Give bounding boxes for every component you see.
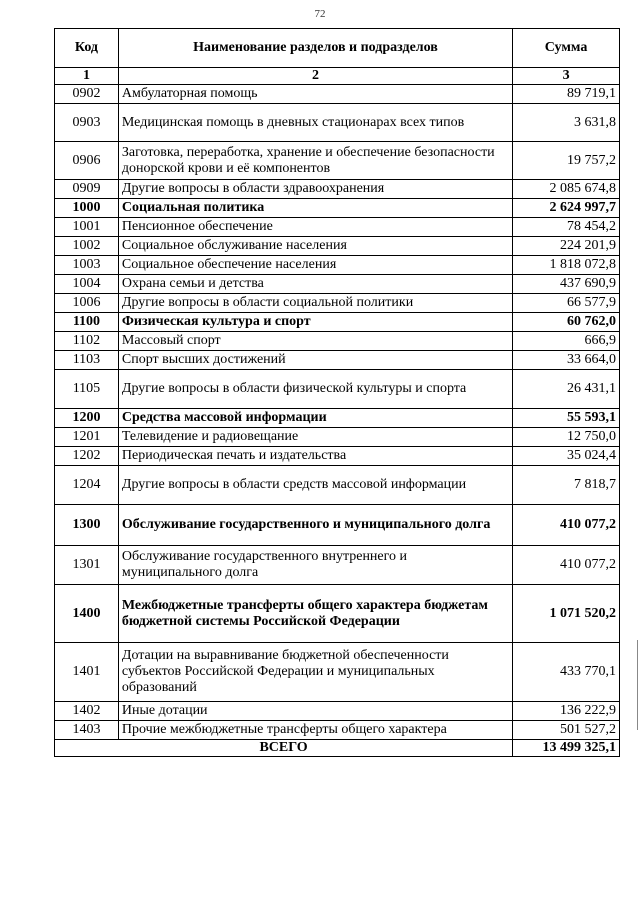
column-number-3: 3 <box>513 68 620 85</box>
row-code: 1200 <box>55 409 119 428</box>
row-code: 1202 <box>55 447 119 466</box>
row-name: Дотации на выравнивание бюджетной обеспеченности субъектов Российской Федерации и муниципальных образований <box>118 643 512 702</box>
row-sum: 433 770,1 <box>513 643 620 702</box>
header-sum: Сумма <box>513 29 620 68</box>
row-code: 0903 <box>55 104 119 142</box>
row-name: Пенсионное обеспечение <box>118 218 512 237</box>
table-row <box>55 585 620 643</box>
row-name: Социальное обслуживание населения <box>118 237 512 256</box>
row-sum: 136 222,9 <box>513 702 620 721</box>
table-row <box>55 104 620 142</box>
header-code: Код <box>55 29 119 68</box>
row-sum: 1 071 520,2 <box>513 585 620 643</box>
table-row <box>55 294 620 313</box>
row-sum: 26 431,1 <box>513 370 620 409</box>
row-name: Межбюджетные трансферты общего характера бюджетам бюджетной системы Российской Федерации <box>118 585 512 643</box>
table-row <box>55 275 620 294</box>
table-row <box>55 505 620 546</box>
row-code: 1400 <box>55 585 119 643</box>
table-row <box>55 447 620 466</box>
row-name: Спорт высших достижений <box>118 351 512 370</box>
row-code: 1402 <box>55 702 119 721</box>
row-sum: 666,9 <box>513 332 620 351</box>
row-sum: 35 024,4 <box>513 447 620 466</box>
table-row <box>55 643 620 702</box>
row-name: Иные дотации <box>118 702 512 721</box>
row-code: 0909 <box>55 180 119 199</box>
row-sum: 410 077,2 <box>513 505 620 546</box>
budget-table <box>54 28 620 757</box>
row-code: 1301 <box>55 546 119 585</box>
column-number-row <box>55 68 620 85</box>
row-code: 1001 <box>55 218 119 237</box>
header-name: Наименование разделов и подразделов <box>118 29 512 68</box>
table-row <box>55 256 620 275</box>
row-code: 1103 <box>55 351 119 370</box>
row-code: 1102 <box>55 332 119 351</box>
table-row <box>55 428 620 447</box>
table-row <box>55 721 620 740</box>
table-row <box>55 199 620 218</box>
row-code: 1401 <box>55 643 119 702</box>
row-sum: 224 201,9 <box>513 237 620 256</box>
row-sum: 1 818 072,8 <box>513 256 620 275</box>
row-sum: 410 077,2 <box>513 546 620 585</box>
row-sum: 78 454,2 <box>513 218 620 237</box>
row-code: 1105 <box>55 370 119 409</box>
row-name: Средства массовой информации <box>118 409 512 428</box>
row-name: Физическая культура и спорт <box>118 313 512 332</box>
table-row <box>55 313 620 332</box>
page-number: 72 <box>314 8 326 20</box>
table-row <box>55 702 620 721</box>
row-name: Социальное обеспечение населения <box>118 256 512 275</box>
row-name: Другие вопросы в области физической культуры и спорта <box>118 370 512 409</box>
table-row <box>55 332 620 351</box>
row-sum: 60 762,0 <box>513 313 620 332</box>
row-code: 1004 <box>55 275 119 294</box>
table-row <box>55 142 620 180</box>
total-row <box>55 740 620 757</box>
table-row <box>55 351 620 370</box>
row-code: 1002 <box>55 237 119 256</box>
row-sum: 2 624 997,7 <box>513 199 620 218</box>
row-name: Другие вопросы в области средств массовой информации <box>118 466 512 505</box>
row-sum: 2 085 674,8 <box>513 180 620 199</box>
table-row <box>55 370 620 409</box>
row-sum: 19 757,2 <box>513 142 620 180</box>
table-row <box>55 218 620 237</box>
row-code: 1000 <box>55 199 119 218</box>
row-name: Амбулаторная помощь <box>118 85 512 104</box>
table-row <box>55 85 620 104</box>
row-name: Заготовка, переработка, хранение и обеспечение безопасности донорской крови и её компонентов <box>118 142 512 180</box>
table-body <box>55 85 620 740</box>
total-label: ВСЕГО <box>55 740 513 757</box>
row-sum: 12 750,0 <box>513 428 620 447</box>
row-sum: 437 690,9 <box>513 275 620 294</box>
row-name: Обслуживание государственного и муниципального долга <box>118 505 512 546</box>
table-row <box>55 409 620 428</box>
table-row <box>55 466 620 505</box>
row-code: 0906 <box>55 142 119 180</box>
row-code: 1003 <box>55 256 119 275</box>
column-number-2: 2 <box>118 68 512 85</box>
row-name: Медицинская помощь в дневных стационарах всех типов <box>118 104 512 142</box>
row-sum: 501 527,2 <box>513 721 620 740</box>
row-code: 1100 <box>55 313 119 332</box>
row-name: Социальная политика <box>118 199 512 218</box>
row-name: Прочие межбюджетные трансферты общего характера <box>118 721 512 740</box>
row-name: Массовый спорт <box>118 332 512 351</box>
row-sum: 66 577,9 <box>513 294 620 313</box>
row-name: Другие вопросы в области здравоохранения <box>118 180 512 199</box>
row-name: Другие вопросы в области социальной политики <box>118 294 512 313</box>
row-name: Периодическая печать и издательства <box>118 447 512 466</box>
scan-edge-line <box>637 640 638 730</box>
table-header-row <box>55 29 620 68</box>
row-sum: 33 664,0 <box>513 351 620 370</box>
row-code: 1403 <box>55 721 119 740</box>
row-sum: 89 719,1 <box>513 85 620 104</box>
row-name: Обслуживание государственного внутреннего и муниципального долга <box>118 546 512 585</box>
row-sum: 7 818,7 <box>513 466 620 505</box>
row-code: 1201 <box>55 428 119 447</box>
row-name: Телевидение и радиовещание <box>118 428 512 447</box>
row-code: 0902 <box>55 85 119 104</box>
row-code: 1204 <box>55 466 119 505</box>
row-code: 1006 <box>55 294 119 313</box>
row-name: Охрана семьи и детства <box>118 275 512 294</box>
table-row <box>55 546 620 585</box>
row-sum: 3 631,8 <box>513 104 620 142</box>
row-code: 1300 <box>55 505 119 546</box>
row-sum: 55 593,1 <box>513 409 620 428</box>
total-sum: 13 499 325,1 <box>513 740 620 757</box>
column-number-1: 1 <box>55 68 119 85</box>
table-row <box>55 180 620 199</box>
table-row <box>55 237 620 256</box>
